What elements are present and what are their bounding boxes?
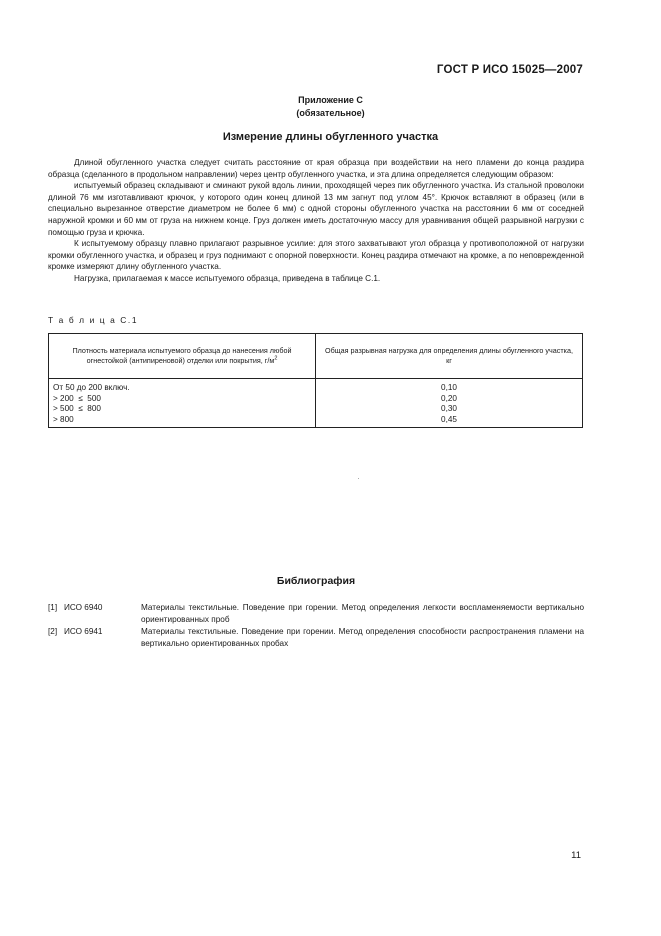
density-cell: > 200 ≤ 500 — [49, 394, 316, 405]
load-cell: 0,20 — [316, 394, 583, 405]
table-caption: Т а б л и ц а С.1 — [48, 315, 139, 325]
appendix-body — [48, 157, 584, 285]
density-column-header — [49, 334, 316, 379]
paragraph: Нагрузка, прилагаемая к массе испытуемого образца, приведена в таблице С.1. — [74, 273, 381, 283]
table-row — [49, 379, 583, 394]
table-row — [49, 404, 583, 415]
density-header-text: Плотность материала испытуемого образца до нанесения любой огнестойкой (антипиреновой) отделки или покрытия, г/м — [72, 346, 292, 365]
entry-text: Материалы текстильные. Поведение при горении. Метод определения способности распространения пламени на вертикально ориентированных пробах — [141, 627, 584, 648]
load-cell: 0,30 — [316, 404, 583, 415]
entry-text: Материалы текстильные. Поведение при горении. Метод определения легкости воспламеняемости вертикально ориентированных проб — [141, 603, 584, 624]
density-cell: > 800 — [49, 415, 316, 428]
density-cell: От 50 до 200 включ. — [49, 379, 316, 394]
appendix-title: Приложение С — [298, 95, 363, 105]
entry-reference: ИСО 6941 — [64, 627, 103, 636]
page-number: 11 — [571, 850, 581, 861]
appendix-status: (обязательное) — [296, 108, 365, 118]
density-cell: > 500 ≤ 800 — [49, 404, 316, 415]
section-heading: Измерение длины обугленного участка — [222, 131, 439, 143]
scan-artifact — [358, 478, 359, 479]
appendix-header — [0, 94, 661, 120]
density-header-superscript: 2 — [274, 355, 278, 362]
bibliography-entry — [48, 626, 584, 650]
table-row — [49, 394, 583, 405]
standard-number: ГОСТ Р ИСО 15025—2007 — [436, 64, 583, 76]
table-row — [49, 415, 583, 428]
paragraph: Длиной обугленного участка следует считать расстояние от края образца при воздействии на него пламени до конца раздира образца (сделанного в продольном направлении) через центр обугленного участка, и эта длина определяется следующим образом: — [48, 158, 584, 179]
paragraph: испытуемый образец складывают и сминают рукой вдоль линии, проходящей через пик обугленного участка. Из стальной проволоки длиной 76 мм изготавливают крючок, у которого один конец длиной 13 мм загнут под углом 45°. Крючок вставляют в образец (или в специально вырезанное отверстие диаметром не более 6 мм) с одной стороны обугленного участка на расстоянии 6 мм от соседней наружной кромки и 60 мм от груза на нижнем конце. Груз должен иметь достаточную массу для уравнивания общей разрывной нагрузки с помощью груза и крючка. — [48, 181, 584, 237]
bibliography-entry — [48, 602, 584, 626]
bibliography-title: Библиография — [276, 575, 356, 587]
paragraph: К испытуемому образцу плавно прилагают разрывное усилие: для этого захватывают угол образца у противоположной от нагрузки кромки обугленного участка, и образец и груз поднимают с опорной поверхности. Конец раздира отмечают на кромке, а по неповрежденной кромке измеряют длину обугленного участка. — [48, 239, 584, 272]
load-cell: 0,45 — [316, 415, 583, 428]
load-cell: 0,10 — [316, 379, 583, 394]
load-column-header: Общая разрывная нагрузка для определения длины обугленного участка, кг — [316, 334, 583, 379]
table-header-row — [49, 334, 583, 379]
load-table — [48, 333, 583, 428]
entry-number: [2] — [48, 627, 58, 636]
entry-reference: ИСО 6940 — [64, 603, 103, 612]
entry-number: [1] — [48, 603, 58, 612]
